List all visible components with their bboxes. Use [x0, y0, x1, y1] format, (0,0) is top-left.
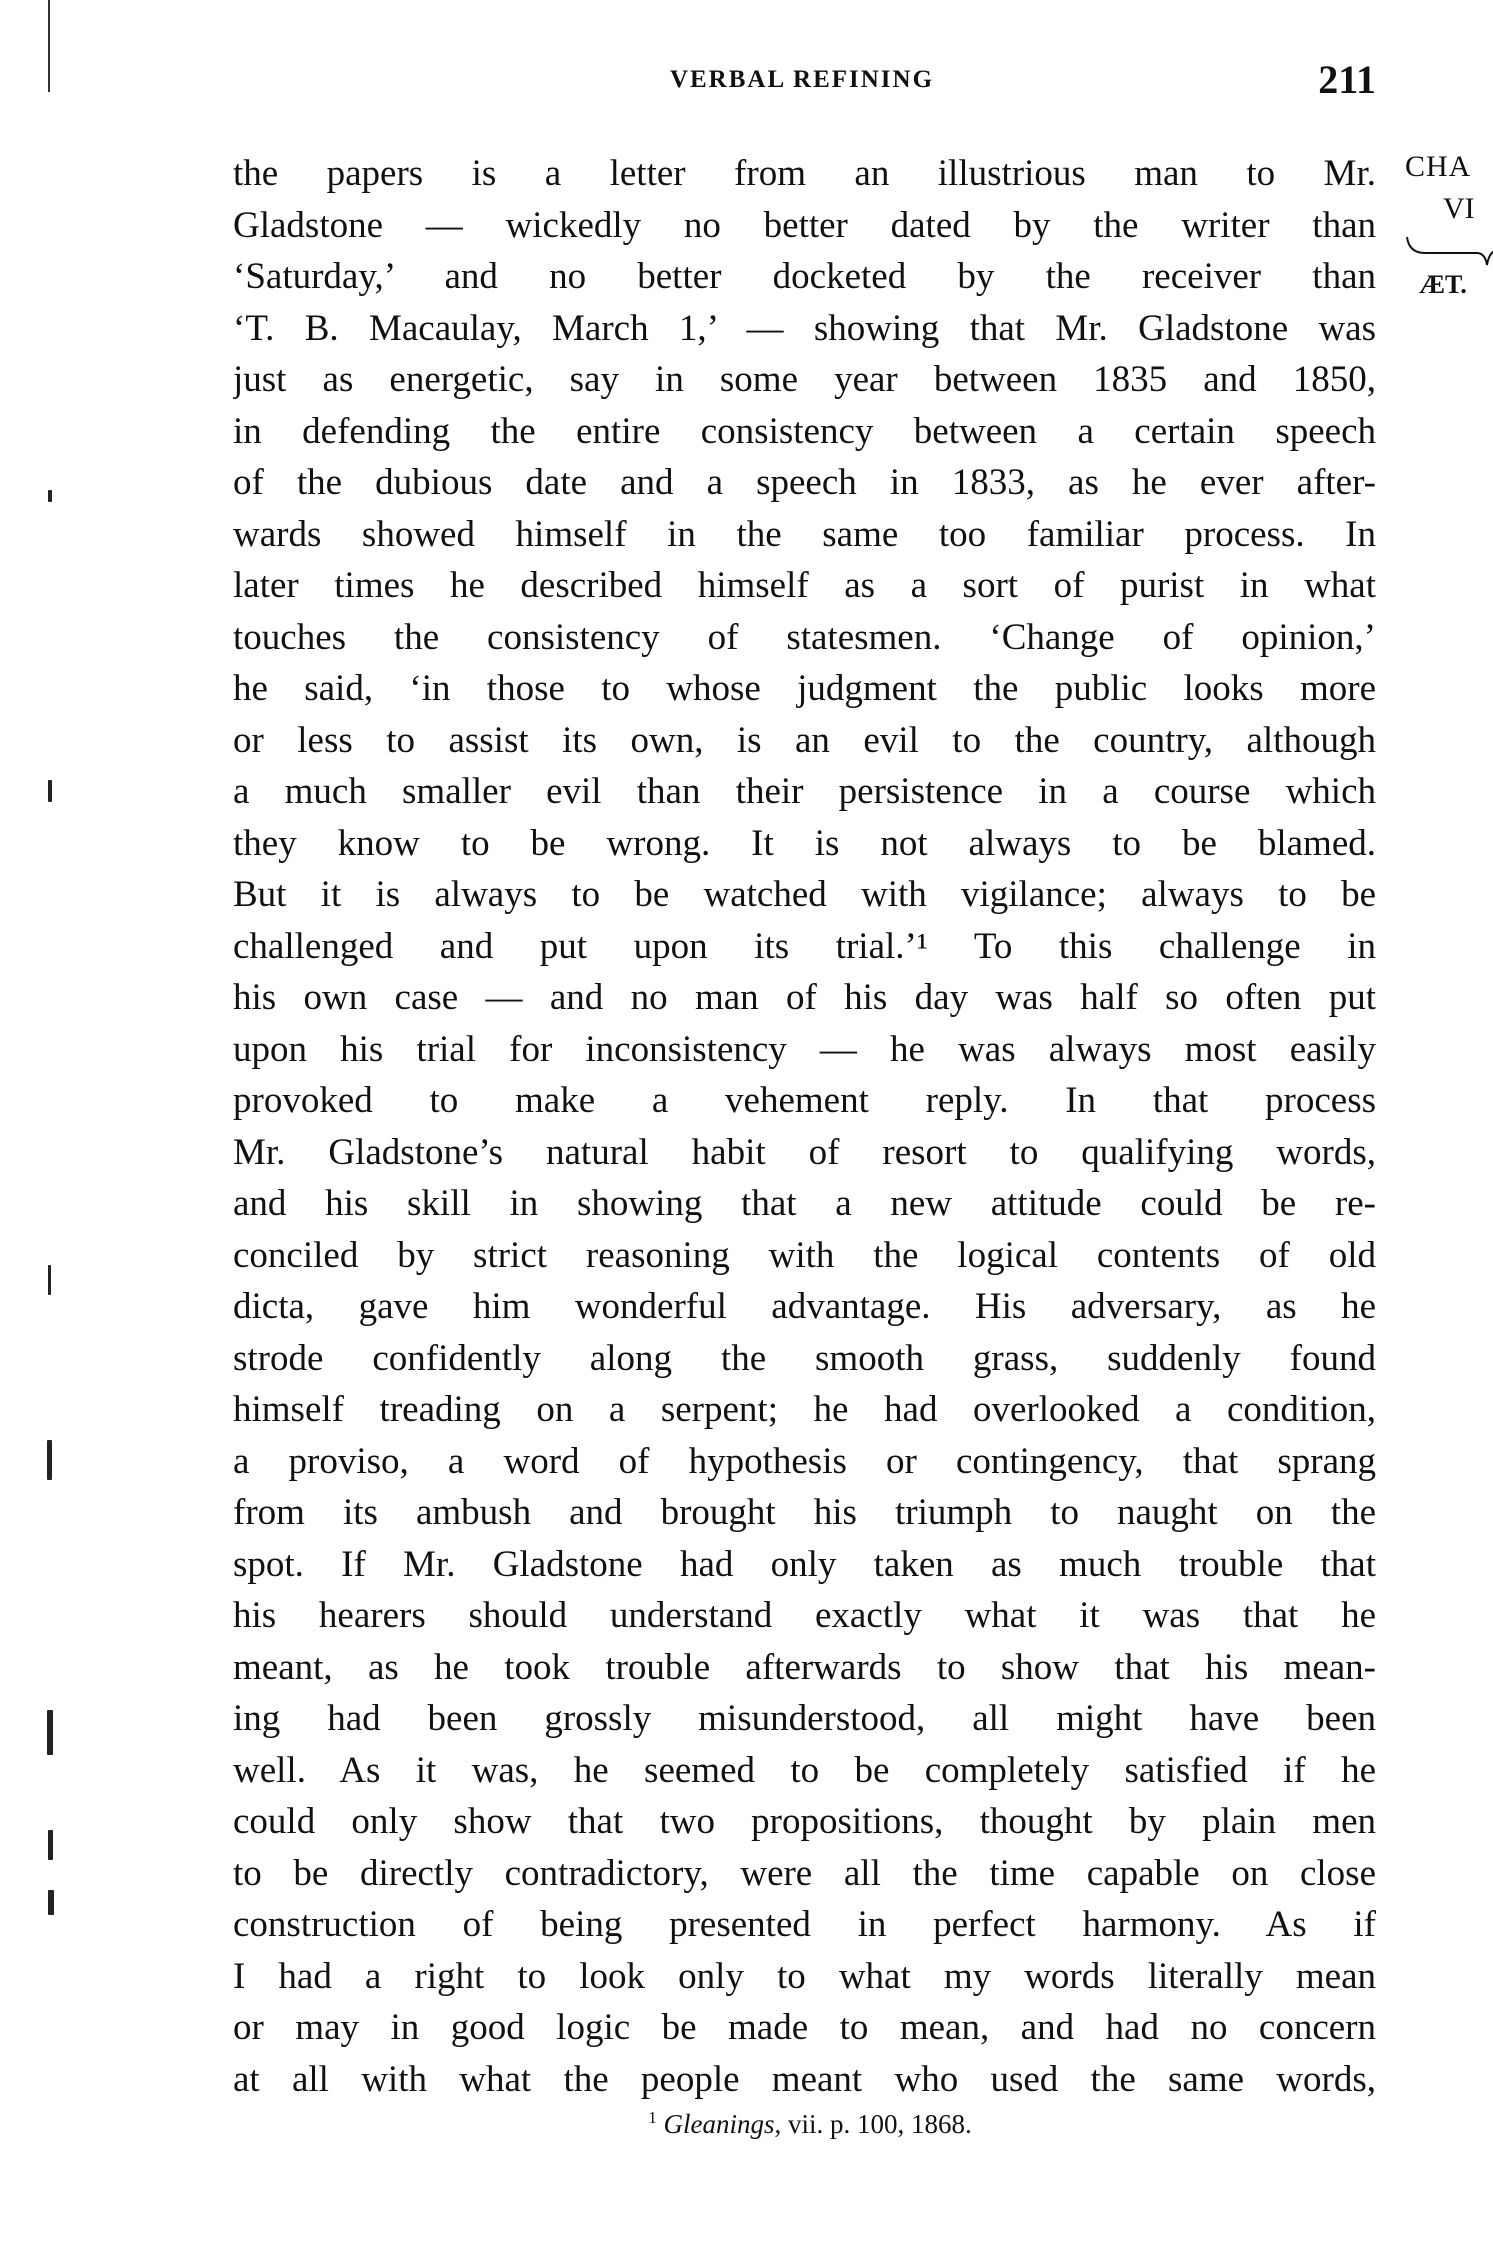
text-line: just as energetic, say in some year between 1835 and 1850, — [233, 359, 1376, 400]
body-text — [233, 148, 1376, 2105]
margin-age: ÆT. — [1419, 270, 1467, 299]
text-line: of the dubious date and a speech in 1833, as he ever after- — [233, 462, 1376, 503]
margin-chapter-number: VI — [1443, 192, 1475, 225]
scan-speck — [48, 780, 52, 802]
text-line: a proviso, a word of hypothesis or contingency, that sprang — [233, 1440, 1376, 1482]
text-line: meant, as he took trouble afterwards to show that his mean- — [233, 1646, 1376, 1688]
scan-speck — [47, 1710, 53, 1755]
text-line: they know to be wrong. It is not always to be blamed. — [233, 822, 1376, 864]
text-line: well. As it was, he seemed to be completely satisfied if he — [233, 1749, 1376, 1791]
text-line: or less to assist its own, is an evil to the country, although — [233, 719, 1376, 761]
text-line: to be directly contradictory, were all the time capable on close — [233, 1852, 1376, 1894]
text-line: his hearers should understand exactly what it was that he — [233, 1595, 1376, 1636]
text-line: ‘Saturday,’ and no better docketed by the receiver than — [233, 256, 1376, 297]
text-line: his own case — and no man of his day was half so often put — [233, 977, 1376, 1018]
text-line: strode confidently along the smooth grass, suddenly found — [233, 1337, 1376, 1379]
text-line: provoked to make a vehement reply. In that process — [233, 1080, 1376, 1121]
text-line: challenged and put upon its trial.’¹ To this challenge in — [233, 925, 1376, 967]
text-line: or may in good logic be made to mean, and had no concern — [233, 2007, 1376, 2048]
text-line: I had a right to look only to what my words literally mean — [233, 1955, 1376, 1997]
scan-speck — [48, 1265, 51, 1295]
text-line: in defending the entire consistency between a certain speech — [233, 410, 1376, 452]
footnote-title: Gleanings — [663, 2109, 775, 2139]
text-line: himself treading on a serpent; he had overlooked a condition, — [233, 1389, 1376, 1430]
page-number: 211 — [1318, 57, 1376, 102]
scan-speck — [48, 1830, 53, 1860]
text-line: a much smaller evil than their persistence in a course which — [233, 771, 1376, 812]
scan-speck — [48, 1890, 54, 1915]
text-line: at all with what the people meant who used the same words, — [233, 2058, 1376, 2100]
text-line: conciled by strict reasoning with the logical contents of old — [233, 1234, 1376, 1276]
text-line: construction of being presented in perfect harmony. As if — [233, 1904, 1376, 1945]
text-line: the papers is a letter from an illustrious man to Mr. — [233, 153, 1376, 194]
brace-icon — [1405, 233, 1493, 273]
text-line: Gladstone — wickedly no better dated by the writer than — [233, 204, 1376, 246]
text-line: Mr. Gladstone’s natural habit of resort to qualifying words, — [233, 1131, 1376, 1173]
text-line: could only show that two propositions, thought by plain men — [233, 1801, 1376, 1842]
text-line: dicta, gave him wonderful advantage. His adversary, as he — [233, 1286, 1376, 1327]
text-line: touches the consistency of statesmen. ‘Change of opinion,’ — [233, 616, 1376, 658]
text-line: ing had been grossly misunderstood, all might have been — [233, 1698, 1376, 1739]
footnote-marker: 1 — [648, 2108, 657, 2127]
footnote-citation: , vii. p. 100, 1868. — [774, 2109, 972, 2139]
text-line: he said, ‘in those to whose judgment the public looks more — [233, 668, 1376, 709]
text-line: wards showed himself in the same too familiar process. In — [233, 513, 1376, 555]
text-line: upon his trial for inconsistency — he was always most easily — [233, 1028, 1376, 1070]
running-title: VERBAL REFINING — [669, 66, 935, 93]
text-line: But it is always to be watched with vigilance; always to be — [233, 874, 1376, 915]
text-line: ‘T. B. Macaulay, March 1,’ — showing that Mr. Gladstone was — [233, 307, 1376, 349]
text-line: later times he described himself as a sort of purist in what — [233, 565, 1376, 606]
margin-chapter: CHA — [1405, 150, 1472, 183]
footnote — [0, 2108, 1493, 2140]
text-line: and his skill in showing that a new attitude could be re- — [233, 1183, 1376, 1224]
scan-speck — [47, 1440, 52, 1480]
text-line: from its ambush and brought his triumph to naught on the — [233, 1492, 1376, 1533]
scan-speck — [48, 490, 52, 502]
text-line: spot. If Mr. Gladstone had only taken as much trouble that — [233, 1543, 1376, 1585]
